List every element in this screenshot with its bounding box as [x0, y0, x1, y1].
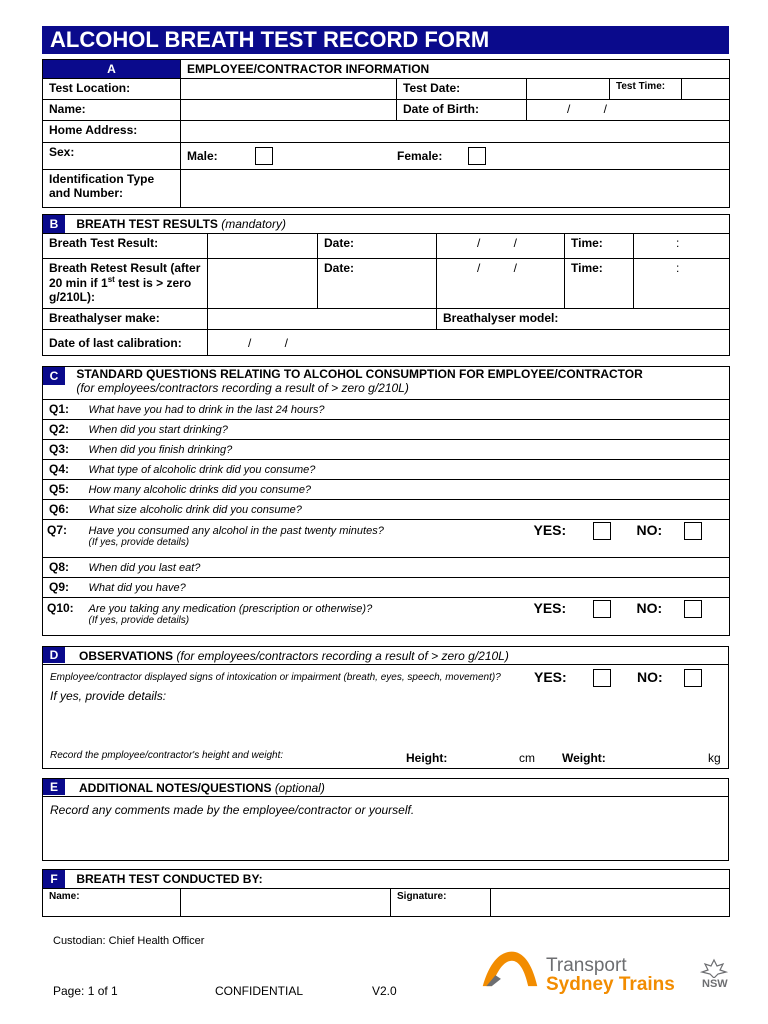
section-c-heading: STANDARD QUESTIONS RELATING TO ALCOHOL CONSUMPTION FOR EMPLOYEE/CONTRACTOR — [76, 367, 643, 381]
retest-result-label: Breath Retest Result (after 20 min if 1st test is > zero g/210L): — [43, 259, 208, 309]
section-b-table — [42, 214, 730, 356]
test-location-label: Test Location: — [43, 79, 181, 100]
test-date-field[interactable] — [527, 79, 610, 100]
yes-checkbox[interactable] — [593, 600, 611, 618]
date-label: Date: — [318, 234, 437, 259]
weight-label: Weight: — [562, 751, 606, 765]
f-name-field[interactable] — [181, 889, 391, 917]
date-slashes: / / — [477, 236, 518, 250]
transport-logo-arc-icon — [478, 948, 542, 988]
yes-label: YES: — [533, 522, 567, 538]
question-label: Q2: — [43, 420, 83, 440]
section-e-note: (optional) — [274, 781, 325, 795]
question-row — [43, 500, 730, 520]
no-checkbox[interactable] — [684, 600, 702, 618]
section-d-box — [43, 647, 729, 769]
retest-result-field[interactable] — [208, 259, 318, 309]
version-text: V2.0 — [372, 984, 397, 998]
test-time-label: Test Time: — [610, 79, 682, 100]
breath-result-field[interactable] — [208, 234, 318, 259]
test-time-field[interactable] — [682, 79, 730, 100]
section-d-note: (for employees/contractors recording a result of > zero g/210L) — [176, 649, 509, 663]
confidential-text: CONFIDENTIAL — [215, 984, 304, 998]
logo-transport-text: Transport — [546, 955, 627, 976]
section-a-table — [42, 59, 730, 208]
section-c-letter: C — [43, 367, 65, 385]
id-type-field[interactable] — [181, 170, 730, 208]
question-label: Q5: — [43, 480, 83, 500]
question-text: How many alcoholic drinks did you consume? — [88, 484, 312, 496]
section-f-letter: F — [43, 870, 65, 888]
question-text: What have you had to drink in the last 24 hours? — [88, 404, 325, 416]
time-field[interactable] — [634, 234, 730, 259]
logo-sydney-trains-text: Sydney Trains — [546, 974, 675, 995]
question-cell[interactable] — [83, 558, 730, 578]
question-text: Are you taking any medication (prescription or otherwise)? — [88, 603, 373, 615]
no-label: NO: — [636, 522, 663, 538]
female-checkbox[interactable] — [468, 147, 486, 165]
question-cell[interactable] — [83, 598, 730, 636]
calibration-label: Date of last calibration: — [43, 330, 208, 356]
question-cell[interactable] — [83, 480, 730, 500]
date-field[interactable] — [437, 234, 565, 259]
retest-date-label: Date: — [318, 259, 437, 309]
question-text: When did you start drinking? — [88, 424, 228, 436]
dob-field[interactable] — [527, 100, 730, 121]
retest-time-label: Time: — [565, 259, 634, 309]
section-b-letter: B — [43, 215, 65, 233]
sex-label: Sex: — [43, 143, 181, 170]
question-cell[interactable] — [83, 400, 730, 420]
d-yes-checkbox[interactable] — [593, 669, 611, 687]
no-label: NO: — [636, 600, 663, 616]
question-text: Have you consumed any alcohol in the past twenty minutes? — [88, 525, 384, 537]
section-b-heading: BREATH TEST RESULTS — [76, 217, 218, 231]
name-field[interactable] — [181, 100, 397, 121]
no-checkbox[interactable] — [684, 522, 702, 540]
female-label: Female: — [397, 149, 443, 163]
question-label: Q10: — [43, 598, 83, 636]
question-label: Q9: — [43, 578, 83, 598]
retest-time-colon: : — [676, 261, 680, 275]
question-label: Q4: — [43, 460, 83, 480]
question-text: What type of alcoholic drink did you consume? — [88, 464, 316, 476]
section-e-table — [42, 778, 729, 861]
f-name-label: Name: — [43, 889, 181, 917]
section-f-table — [42, 869, 730, 917]
d-yes-label: YES: — [534, 669, 567, 685]
calibration-slashes: / / — [248, 335, 289, 350]
page-number: Page: 1 of 1 — [53, 984, 118, 998]
question-label: Q6: — [43, 500, 83, 520]
question-label: Q8: — [43, 558, 83, 578]
section-a-letter: A — [43, 60, 181, 79]
if-yes-details: If yes, provide details: — [50, 689, 167, 703]
make-label: Breathalyser make: — [43, 309, 208, 330]
name-label: Name: — [43, 100, 181, 121]
dob-label: Date of Birth: — [397, 100, 527, 121]
f-signature-field[interactable] — [491, 889, 730, 917]
time-label: Time: — [565, 234, 634, 259]
dob-slashes: / / — [567, 102, 608, 116]
question-cell[interactable] — [83, 500, 730, 520]
nsw-waratah-icon — [698, 958, 730, 978]
section-a-heading: EMPLOYEE/CONTRACTOR INFORMATION — [181, 60, 730, 79]
d-no-label: NO: — [637, 669, 663, 685]
home-address-label: Home Address: — [43, 121, 181, 143]
section-e-box[interactable] — [43, 779, 729, 861]
yes-checkbox[interactable] — [593, 522, 611, 540]
question-cell[interactable] — [83, 578, 730, 598]
retest-time-field[interactable] — [634, 259, 730, 309]
height-label: Height: — [406, 751, 448, 765]
form-title: ALCOHOL BREATH TEST RECORD FORM — [42, 26, 729, 54]
question-row — [43, 598, 730, 636]
section-f-heading: BREATH TEST CONDUCTED BY: — [76, 872, 263, 886]
question-text: What did you have? — [88, 582, 186, 594]
section-c-table — [42, 366, 730, 636]
signs-question: Employee/contractor displayed signs of intoxication or impairment (breath, eyes, speech, movement)? — [50, 672, 501, 683]
section-d-table — [42, 646, 729, 769]
question-label: Q1: — [43, 400, 83, 420]
question-text: When did you last eat? — [88, 562, 201, 574]
question-text: What size alcoholic drink did you consume? — [88, 504, 302, 516]
sex-options — [181, 143, 730, 170]
time-colon: : — [676, 236, 680, 250]
male-checkbox[interactable] — [255, 147, 273, 165]
question-note: (If yes, provide details) — [88, 537, 190, 548]
section-e-text: Record any comments made by the employee/contractor or yourself. — [50, 803, 415, 817]
question-cell[interactable] — [83, 420, 730, 440]
section-b-note: (mandatory) — [221, 217, 286, 231]
question-row — [43, 520, 730, 558]
question-row — [43, 440, 730, 460]
question-note: (If yes, provide details) — [88, 615, 190, 626]
section-c-heading-row — [43, 367, 730, 400]
question-cell[interactable] — [83, 440, 730, 460]
test-location-field[interactable] — [181, 79, 397, 100]
section-f-heading-row — [43, 870, 730, 889]
record-height-weight: Record the pmployee/contractor's height and weight: — [50, 750, 284, 761]
retest-date-slashes: / / — [477, 261, 518, 275]
question-row — [43, 420, 730, 440]
section-c-subheading: (for employees/contractors recording a result of > zero g/210L) — [76, 381, 409, 395]
calibration-field[interactable] — [208, 330, 730, 356]
d-no-checkbox[interactable] — [684, 669, 702, 687]
model-label: Breathalyser model: — [443, 311, 559, 325]
make-field[interactable] — [208, 309, 437, 330]
question-row — [43, 400, 730, 420]
question-row — [43, 480, 730, 500]
section-b-heading-row — [43, 215, 730, 234]
question-row — [43, 578, 730, 598]
model-cell[interactable] — [437, 309, 730, 330]
cm-unit: cm — [519, 751, 535, 765]
male-label: Male: — [187, 149, 218, 163]
id-type-label: Identification Type and Number: — [43, 170, 181, 208]
question-row — [43, 460, 730, 480]
question-text: When did you finish drinking? — [88, 444, 233, 456]
question-row — [43, 558, 730, 578]
question-label: Q3: — [43, 440, 83, 460]
section-e-heading: ADDITIONAL NOTES/QUESTIONS — [79, 781, 272, 795]
yes-label: YES: — [533, 600, 567, 616]
nsw-text: NSW — [702, 978, 728, 990]
retest-date-field[interactable] — [437, 259, 565, 309]
kg-unit: kg — [708, 751, 721, 765]
section-e-letter: E — [43, 779, 65, 795]
question-cell[interactable] — [83, 520, 730, 558]
breath-result-label: Breath Test Result: — [43, 234, 208, 259]
question-cell[interactable] — [83, 460, 730, 480]
custodian-text: Custodian: Chief Health Officer — [53, 935, 205, 947]
test-date-label: Test Date: — [397, 79, 527, 100]
f-signature-label: Signature: — [391, 889, 491, 917]
question-label: Q7: — [43, 520, 83, 558]
section-d-letter: D — [43, 647, 65, 663]
section-d-heading: OBSERVATIONS — [79, 649, 174, 663]
home-address-field[interactable] — [181, 121, 730, 143]
